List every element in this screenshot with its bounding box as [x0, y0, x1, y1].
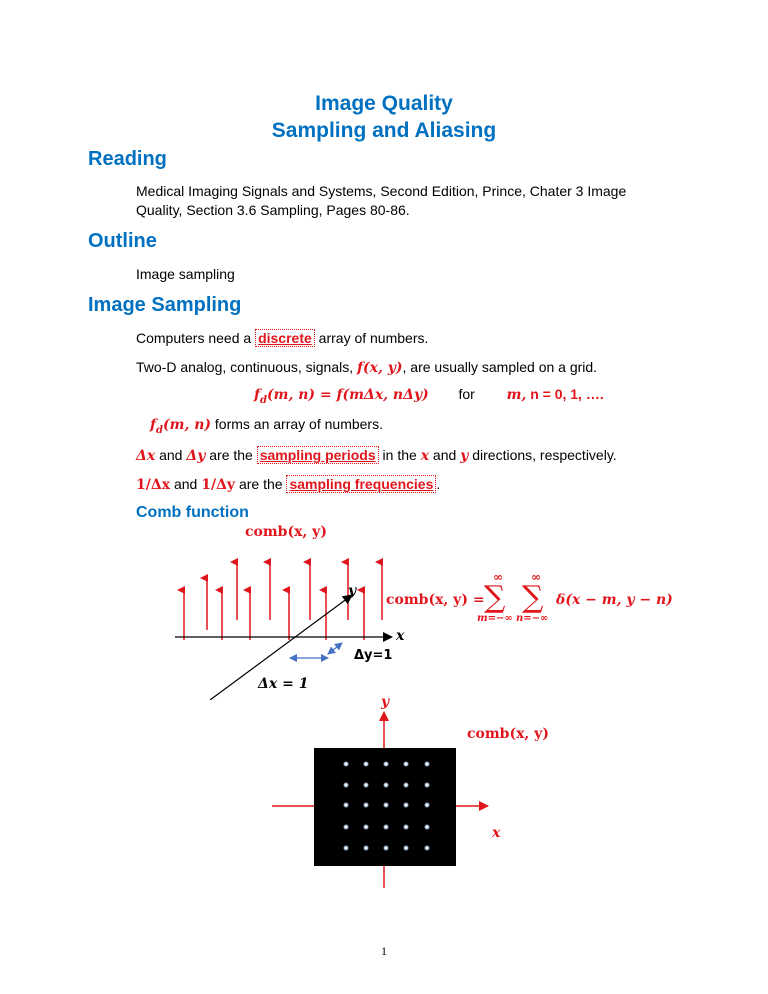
axis-label-x: x [396, 628, 405, 644]
grid-comb-label: comb(x, y) [467, 726, 549, 742]
grid-dot [424, 845, 431, 852]
grid-dot [424, 802, 431, 809]
outline-item: Image sampling [136, 266, 235, 282]
grid-dot [343, 761, 350, 768]
text-span: and [429, 447, 461, 463]
sampling-paragraph-2 [136, 358, 597, 378]
sum-symbol-1: ∑ [484, 580, 506, 615]
term-discrete: discrete [255, 329, 315, 347]
text-span: array of numbers. [314, 330, 429, 346]
math-f-xy: f(x, y) [357, 360, 403, 376]
page-number: 1 [381, 944, 387, 958]
dy-arrow [328, 643, 342, 654]
math-dy: Δy [186, 448, 206, 464]
grid-dot [343, 802, 350, 809]
text-span: Two-D analog, continuous, signals, [136, 359, 358, 375]
grid-dot [363, 802, 370, 809]
grid-dot [363, 782, 370, 789]
grid-dot [383, 802, 390, 809]
grid-dot [343, 824, 350, 831]
sum-bottom-2: n=−∞ [516, 613, 549, 624]
math-sub-d: d [260, 394, 268, 406]
grid-dot [383, 845, 390, 852]
sum-symbol-2: ∑ [522, 580, 544, 615]
math-dx: Δx [136, 448, 156, 464]
grid-axis-label-x: x [492, 825, 501, 841]
grid-dot [424, 782, 431, 789]
reading-heading: Reading [88, 148, 167, 170]
math-inv-dy: 1/Δy [201, 477, 236, 493]
text-span: . [436, 476, 441, 492]
text-span: in the [378, 447, 421, 463]
sum-top-1: ∞ [493, 570, 503, 584]
text-span: , are usually sampled on a grid. [402, 359, 598, 375]
grid-dot [343, 845, 350, 852]
grid-dot [383, 782, 390, 789]
outline-heading: Outline [88, 230, 157, 252]
math-m: m, [506, 387, 527, 403]
term-sampling-frequencies: sampling frequencies [286, 475, 436, 493]
grid-dot [403, 802, 410, 809]
math-args: (m, n) [163, 417, 212, 433]
text-span: forms an array of numbers. [211, 416, 383, 432]
grid-dot [424, 824, 431, 831]
eq-range: n = 0, 1, …. [526, 386, 604, 402]
sampling-equation [254, 386, 604, 406]
math-eq-rest: (m, n) = f(mΔx, nΔy) [267, 387, 429, 403]
axis-label-y: y [348, 583, 357, 599]
grid-dot [424, 761, 431, 768]
reading-text-1: Medical Imaging Signals and Systems, Second Edition, Prince, Chater 3 Image [136, 183, 627, 199]
eq-for-text: for [458, 386, 475, 402]
text-span: directions, respectively. [468, 447, 617, 463]
math-y: y [460, 448, 469, 464]
grid-axis-label-y: y [381, 694, 390, 710]
text-span: and [155, 447, 187, 463]
math-x: x [420, 448, 430, 464]
term-sampling-periods: sampling periods [257, 446, 379, 464]
sampling-paragraph-6 [136, 475, 440, 495]
sum-top-2: ∞ [531, 570, 541, 584]
grid-dot [363, 824, 370, 831]
grid-dot [403, 782, 410, 789]
title-line-1: Image Quality [315, 92, 453, 115]
grid-dot [403, 824, 410, 831]
comb-heading: Comb function [136, 504, 249, 521]
grid-dot [383, 761, 390, 768]
math-inv-dx: 1/Δx [136, 477, 171, 493]
reading-text-2: Quality, Section 3.6 Sampling, Pages 80-86. [136, 202, 410, 218]
dx-label: Δx = 1 [258, 676, 309, 692]
grid-dot [343, 782, 350, 789]
math-f: f [254, 387, 261, 403]
math-f: f [150, 417, 157, 433]
sampling-paragraph-5 [136, 446, 617, 466]
comb-label: comb(x, y) [245, 524, 327, 540]
grid-dot [383, 824, 390, 831]
text-span: are the [205, 447, 257, 463]
grid-dot [403, 761, 410, 768]
sampling-paragraph-4 [150, 416, 383, 436]
comb-formula-lhs: comb(x, y) = [386, 592, 485, 608]
comb-formula-rhs: δ(x − m, y − n) [556, 592, 673, 608]
text-span: Computers need a [136, 330, 256, 346]
sum-bottom-1: m=−∞ [477, 613, 513, 624]
grid-dot [363, 761, 370, 768]
grid-dot [363, 845, 370, 852]
comb-grid-diagram [270, 710, 500, 890]
text-span: and [170, 476, 202, 492]
grid-dot [403, 845, 410, 852]
text-span: are the [235, 476, 287, 492]
sampling-paragraph-1 [136, 329, 428, 348]
dy-label: Δy=1 [354, 648, 393, 663]
math-sub-d: d [156, 424, 164, 436]
title-line-2: Sampling and Aliasing [271, 119, 497, 142]
sampling-heading: Image Sampling [88, 294, 242, 316]
